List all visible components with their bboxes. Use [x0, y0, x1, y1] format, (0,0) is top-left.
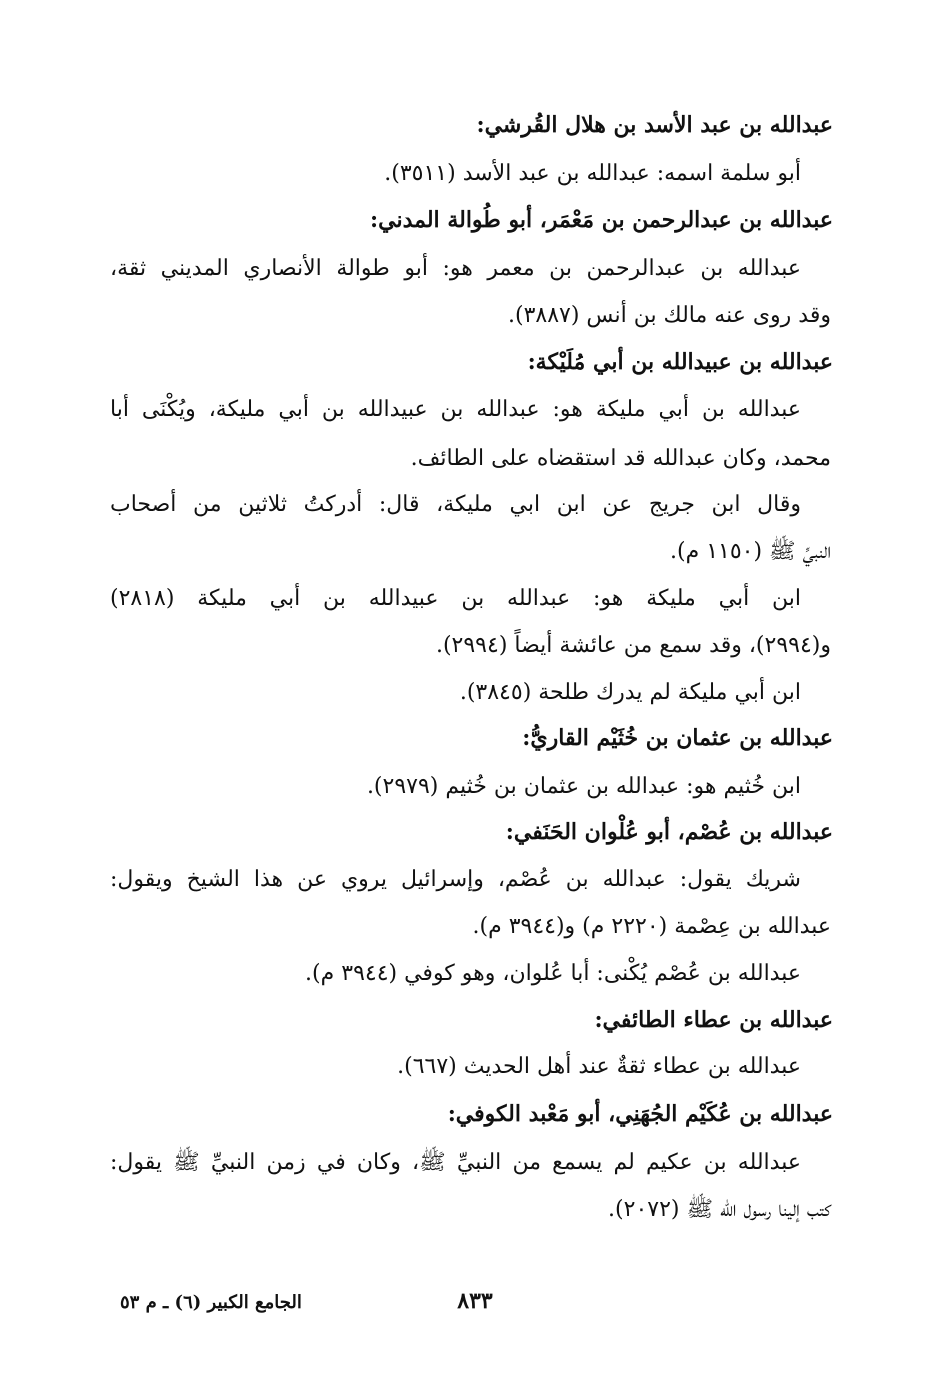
entry-text: عبدالله بن عُصْم يُكْنى: أبا عُلوان، وهو كوفي (٣٩٤٤ م).: [305, 961, 801, 986]
entry-text: و(٢٩٩٤)، وقد سمع من عائشة أيضاً (٢٩٩٤).: [435, 633, 831, 658]
entry-text: ابن أبي مليكة هو: عبدالله بن عبيدالله بن أبي مليكة (٢٨١٨): [110, 586, 801, 611]
running-footer-title: الجامع الكبير (٦) ـ م ٥٣: [120, 1292, 302, 1313]
entry-text: ابن أبي مليكة لم يدرك طلحة (٣٨٤٥).: [459, 680, 801, 705]
entry-text: شريك يقول: عبدالله بن عُصْم، وإسرائيل يروي عن هذا الشيخ ويقول:: [110, 867, 801, 892]
entry-heading: عبدالله بن عُكَيْم الجُهَنِي، أبو مَعْبد الكوفي:: [447, 1101, 833, 1127]
entry-text: النبيِّ ﷺ (١١٥٠ م).: [670, 539, 831, 564]
entry-heading: عبدالله بن عبد الأسد بن هلال القُرشي:: [476, 112, 833, 138]
entry-text: وقد روى عنه مالك بن أنس (٣٨٨٧).: [508, 303, 831, 328]
entry-heading: عبدالله بن عثمان بن خُثَيْم القاريُّ:: [522, 725, 833, 751]
entry-heading: عبدالله بن عطاء الطائفي:: [594, 1007, 833, 1033]
entry-text: محمد، وكان عبدالله قد استقضاه على الطائف.: [410, 446, 831, 471]
entry-text: كتب إلينا رسول الله ﷺ (٢٠٧٢).: [608, 1197, 831, 1222]
entry-text: أبو سلمة اسمه: عبدالله بن عبد الأسد (٣٥١١).: [384, 161, 801, 186]
entry-heading: عبدالله بن عُصْم، أبو عُلْوان الحَنَفي:: [505, 819, 833, 845]
entry-heading: عبدالله بن عبيدالله بن أبي مُلَيْكة:: [527, 349, 833, 375]
entry-heading: عبدالله بن عبدالرحمن بن مَعْمَر، أبو طُوالة المدني:: [370, 207, 833, 233]
entry-text: وقال ابن جريج عن ابن ابي مليكة، قال: أدركتُ ثلاثين من أصحاب: [110, 492, 801, 517]
entry-text: عبدالله بن عطاء ثقةٌ عند أهل الحديث (٦٦٧).: [397, 1054, 801, 1079]
entry-text: عبدالله بن أبي مليكة هو: عبدالله بن عبيدالله بن أبي مليكة، ويُكْنَى أبا: [110, 397, 801, 422]
entry-text: عبدالله بن عِصْمة (٢٢٢٠ م) و(٣٩٤٤ م).: [472, 914, 831, 939]
page-number: ٨٣٣: [457, 1288, 493, 1314]
entry-text: ابن خُثيم هو: عبدالله بن عثمان بن خُثيم (٢٩٧٩).: [366, 774, 801, 799]
entry-text: عبدالله بن عبدالرحمن بن معمر هو: أبو طوالة الأنصاري المديني ثقة،: [110, 256, 801, 281]
entry-text: عبدالله بن عكيم لم يسمع من النبيِّ ﷺ، وكان في زمن النبيِّ ﷺ يقول:: [110, 1150, 801, 1175]
